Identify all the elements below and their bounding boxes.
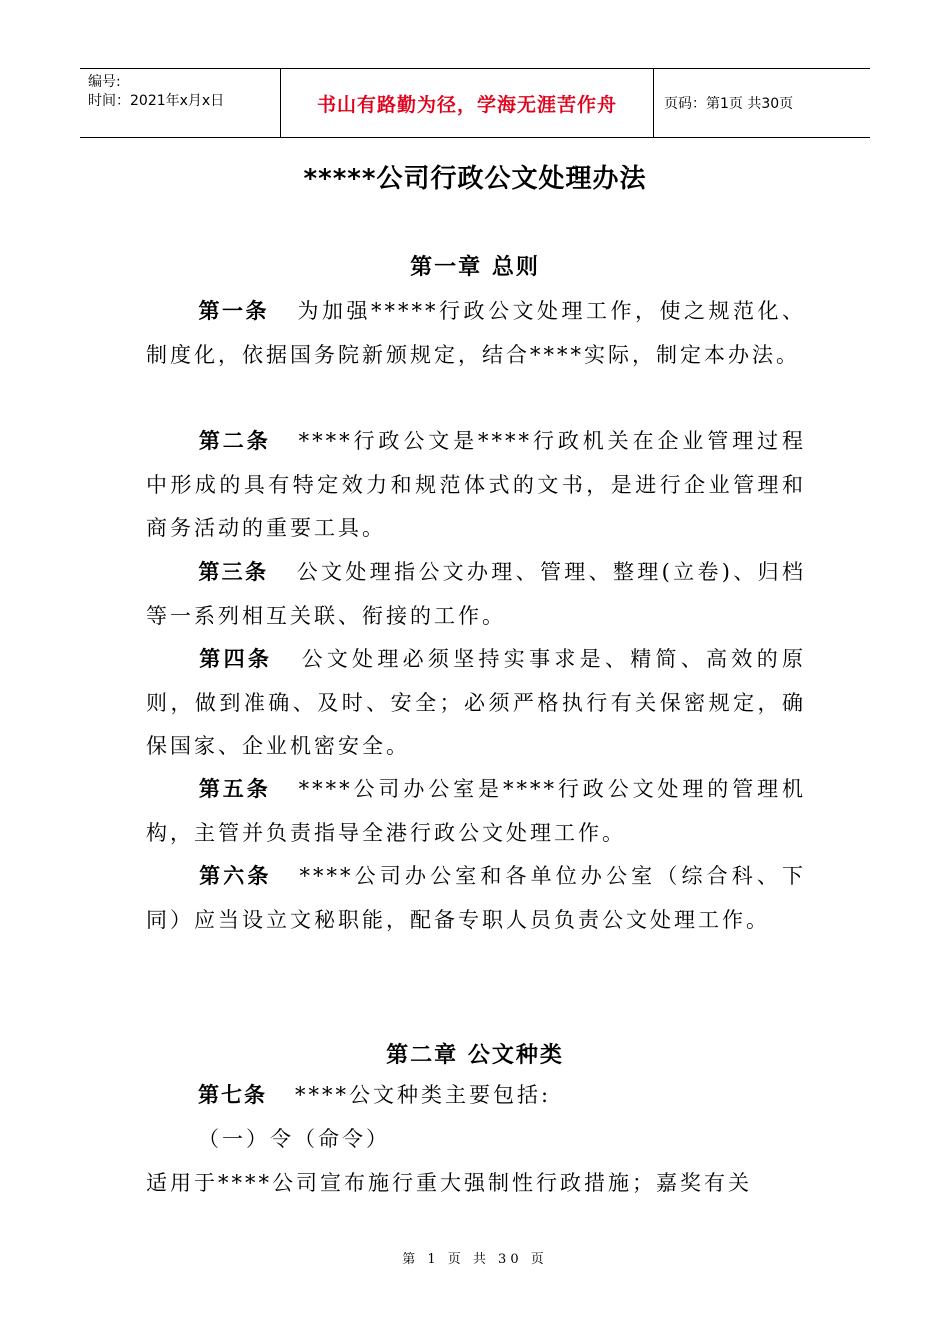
article-7-label: 第七条	[198, 1083, 267, 1107]
item-1-heading	[146, 1118, 806, 1162]
article-4-label: 第四条	[198, 647, 273, 671]
article-1-label: 第一条	[198, 299, 269, 323]
header-page-info: 页码：第1页 共30页	[664, 96, 794, 112]
article-5	[146, 768, 806, 855]
article-2-label: 第二条	[198, 429, 271, 453]
article-5-text: ****公司办公室是****行政公文处理的管理机构，主管并负责指导全港行政公文处理工作。	[146, 777, 807, 845]
article-3-text: 公文处理指公文办理、管理、整理(立卷)、归档等一系列相互关联、衔接的工作。	[146, 560, 806, 628]
page-footer: 第 1 页 共 30 页	[402, 1252, 548, 1267]
header-motto: 书山有路勤为径，学海无涯苦作舟	[281, 69, 654, 137]
header-table	[80, 68, 870, 138]
article-2-text: ****行政公文是****行政机关在企业管理过程中形成的具有特定效力和规范体式的文书，是进行企业管理和商务活动的重要工具。	[146, 429, 807, 540]
time-label: 时间：2021年x月x日	[88, 93, 225, 109]
item-1-text: 适用于****公司宣布施行重大强制性行政措施；嘉奖有关	[146, 1171, 752, 1195]
document-title: *****公司行政公文处理办法	[303, 164, 647, 194]
article-2	[146, 420, 806, 551]
chapter-2-title: 第二章 公文种类	[386, 1043, 564, 1068]
chapter-1-title: 第一章 总则	[410, 255, 540, 280]
article-6-text: ****公司办公室和各单位办公室（综合科、下同）应当设立文秘职能，配备专职人员负责公文处理工作。	[146, 864, 806, 932]
article-7	[146, 1074, 806, 1118]
article-6-label: 第六条	[198, 864, 272, 888]
article-4-text: 公文处理必须坚持实事求是、精简、高效的原则，做到准确、及时、安全；必须严格执行有关保密规定，确保国家、企业机密安全。	[146, 647, 807, 758]
article-6	[146, 855, 806, 942]
article-3-label: 第三条	[198, 560, 269, 584]
article-7-text: ****公文种类主要包括:	[295, 1083, 552, 1107]
article-5-label: 第五条	[198, 777, 271, 801]
article-1-text: 为加强*****行政公文处理工作，使之规范化、制度化，依据国务院新颁规定，结合****实际，制定本办法。	[146, 299, 806, 367]
number-label: 编号:	[88, 74, 121, 90]
header-meta-cell	[80, 69, 281, 137]
article-3	[146, 551, 806, 638]
article-1	[146, 290, 806, 377]
article-4	[146, 638, 806, 769]
item-1-title: （一）令（命令）	[198, 1127, 390, 1151]
